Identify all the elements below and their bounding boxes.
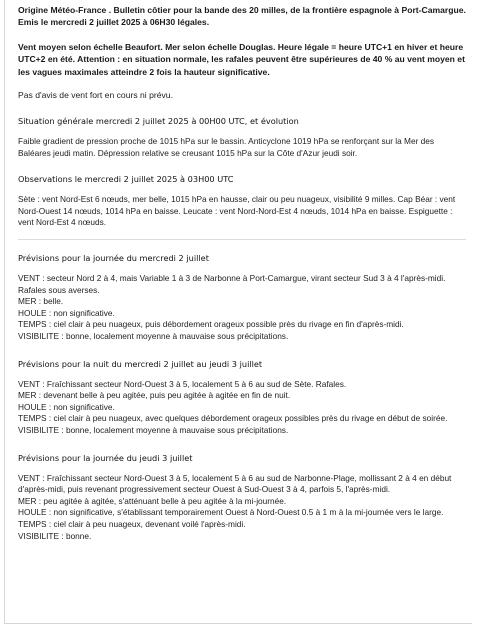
forecast-sea: MER : belle.: [18, 296, 64, 307]
bulletin-origin-line: Origine Météo-France . Bulletin côtier pour la bande des 20 milles, de la frontière espagnole à Port-Camargue. Emis le mercredi 2 juillet 2025 à 06H30 légales.: [18, 5, 466, 28]
forecast-visibility: VISIBILITE : bonne, localement moyenne à mauvaise sous précipitations.: [18, 330, 289, 341]
forecast-visibility: VISIBILITE : bonne.: [18, 530, 92, 541]
bulletin-scale-notes: Vent moyen selon échelle Beaufort. Mer selon échelle Douglas. Heure légale = heure UTC+1 en hiver et heure UTC+2 en été. Attention : en situation normale, les rafales peuvent être supérieures de 40 % au vent moyen et les vagues maximales atteindre 2 fois la hauteur significative.: [18, 41, 465, 77]
forecast-wednesday-night: [18, 358, 466, 437]
section-divider: [18, 239, 466, 240]
forecast-thursday-day: [18, 452, 466, 543]
forecast-weather: TEMPS : ciel clair à peu nuageux, avec quelques débordement orageux possibles près du rivage en début de soirée.: [18, 413, 448, 424]
forecast-wednesday-day: [18, 252, 466, 343]
no-strong-wind-notice: Pas d'avis de vent fort en cours ni prévu.: [18, 90, 173, 101]
forecast-wind: VENT : Fraîchissant secteur Nord-Ouest 3 à 5, localement 5 à 6 au sud de Narbonne-Plage, mollissant 2 à 4 en début d'après-midi, puis revenant progressivement secteur Ouest à Sud-Ouest 3 à 4, parfois 5, l'après-midi.: [18, 472, 452, 495]
forecast-title: Prévisions pour la nuit du mercredi 2 juillet au jeudi 3 juillet: [18, 358, 263, 369]
situation-text: Faible gradient de pression proche de 1015 hPa sur le bassin. Anticyclone 1019 hPa se renforçant sur la Mer des Baléares jeudi matin. Dépression relative se creusant 1015 hPa sur la Côte d'Azur jeudi soir.: [18, 136, 435, 158]
situation-title: Situation générale mercredi 2 juillet 2025 à 00H00 UTC, et évolution: [18, 116, 299, 127]
forecast-visibility: VISIBILITE : bonne, localement moyenne à mauvaise sous précipitations.: [18, 424, 289, 435]
forecast-title: Prévisions pour la journée du mercredi 2 juillet: [18, 253, 209, 263]
forecast-weather: TEMPS : ciel clair à peu nuageux, devenant voilé l'après-midi.: [18, 518, 246, 529]
observations-section: [18, 173, 466, 229]
forecast-swell: HOULE : non significative, s'établissant temporairement Ouest à Nord-Ouest 0.5 à 1 m à la mi-journée vers le large.: [18, 507, 444, 518]
page-border-left: [4, 0, 5, 624]
forecast-sea: MER : peu agitée à agitée, s'atténuant belle à peu agitée à la mi-journée.: [18, 495, 287, 506]
observations-text: Sète : vent Nord-Est 6 nœuds, mer belle, 1015 hPa en hausse, clair ou peu nuageux, visibilité 9 milles. Cap Béar : vent Nord-Ouest 14 nœuds, 1014 hPa en baisse. Leucate : vent Nord-Nord-Est 4 nœuds, 1014 hPa en baisse. Espiguette : vent Nord-Est 4 nœuds.: [18, 194, 456, 228]
forecast-swell: HOULE : non significative.: [18, 401, 115, 412]
forecast-wind: VENT : secteur Nord 2 à 4, mais Variable 1 à 3 de Narbonne à Port-Camargue, virant secteur Sud 3 à 4 l'après-midi. Rafales sous averses.: [18, 273, 446, 295]
forecast-weather: TEMPS : ciel clair à peu nuageux, puis débordement orageux possible près du rivage en fin d'après-midi.: [18, 319, 404, 330]
forecast-title: Prévisions pour la journée du jeudi 3 juillet: [18, 452, 193, 463]
forecast-swell: HOULE : non significative.: [18, 307, 115, 318]
forecast-wind: VENT : Fraîchissant secteur Nord-Ouest 3 à 5, localement 5 à 6 au sud de Sète. Rafales.: [18, 378, 347, 389]
observations-title: Observations le mercredi 2 juillet 2025 à 03H00 UTC: [18, 174, 234, 185]
forecast-sea: MER : devenant belle à peu agitée, puis peu agitée à agitée en fin de nuit.: [18, 390, 291, 401]
bulletin-header: [18, 4, 466, 78]
situation-section: [18, 115, 466, 159]
